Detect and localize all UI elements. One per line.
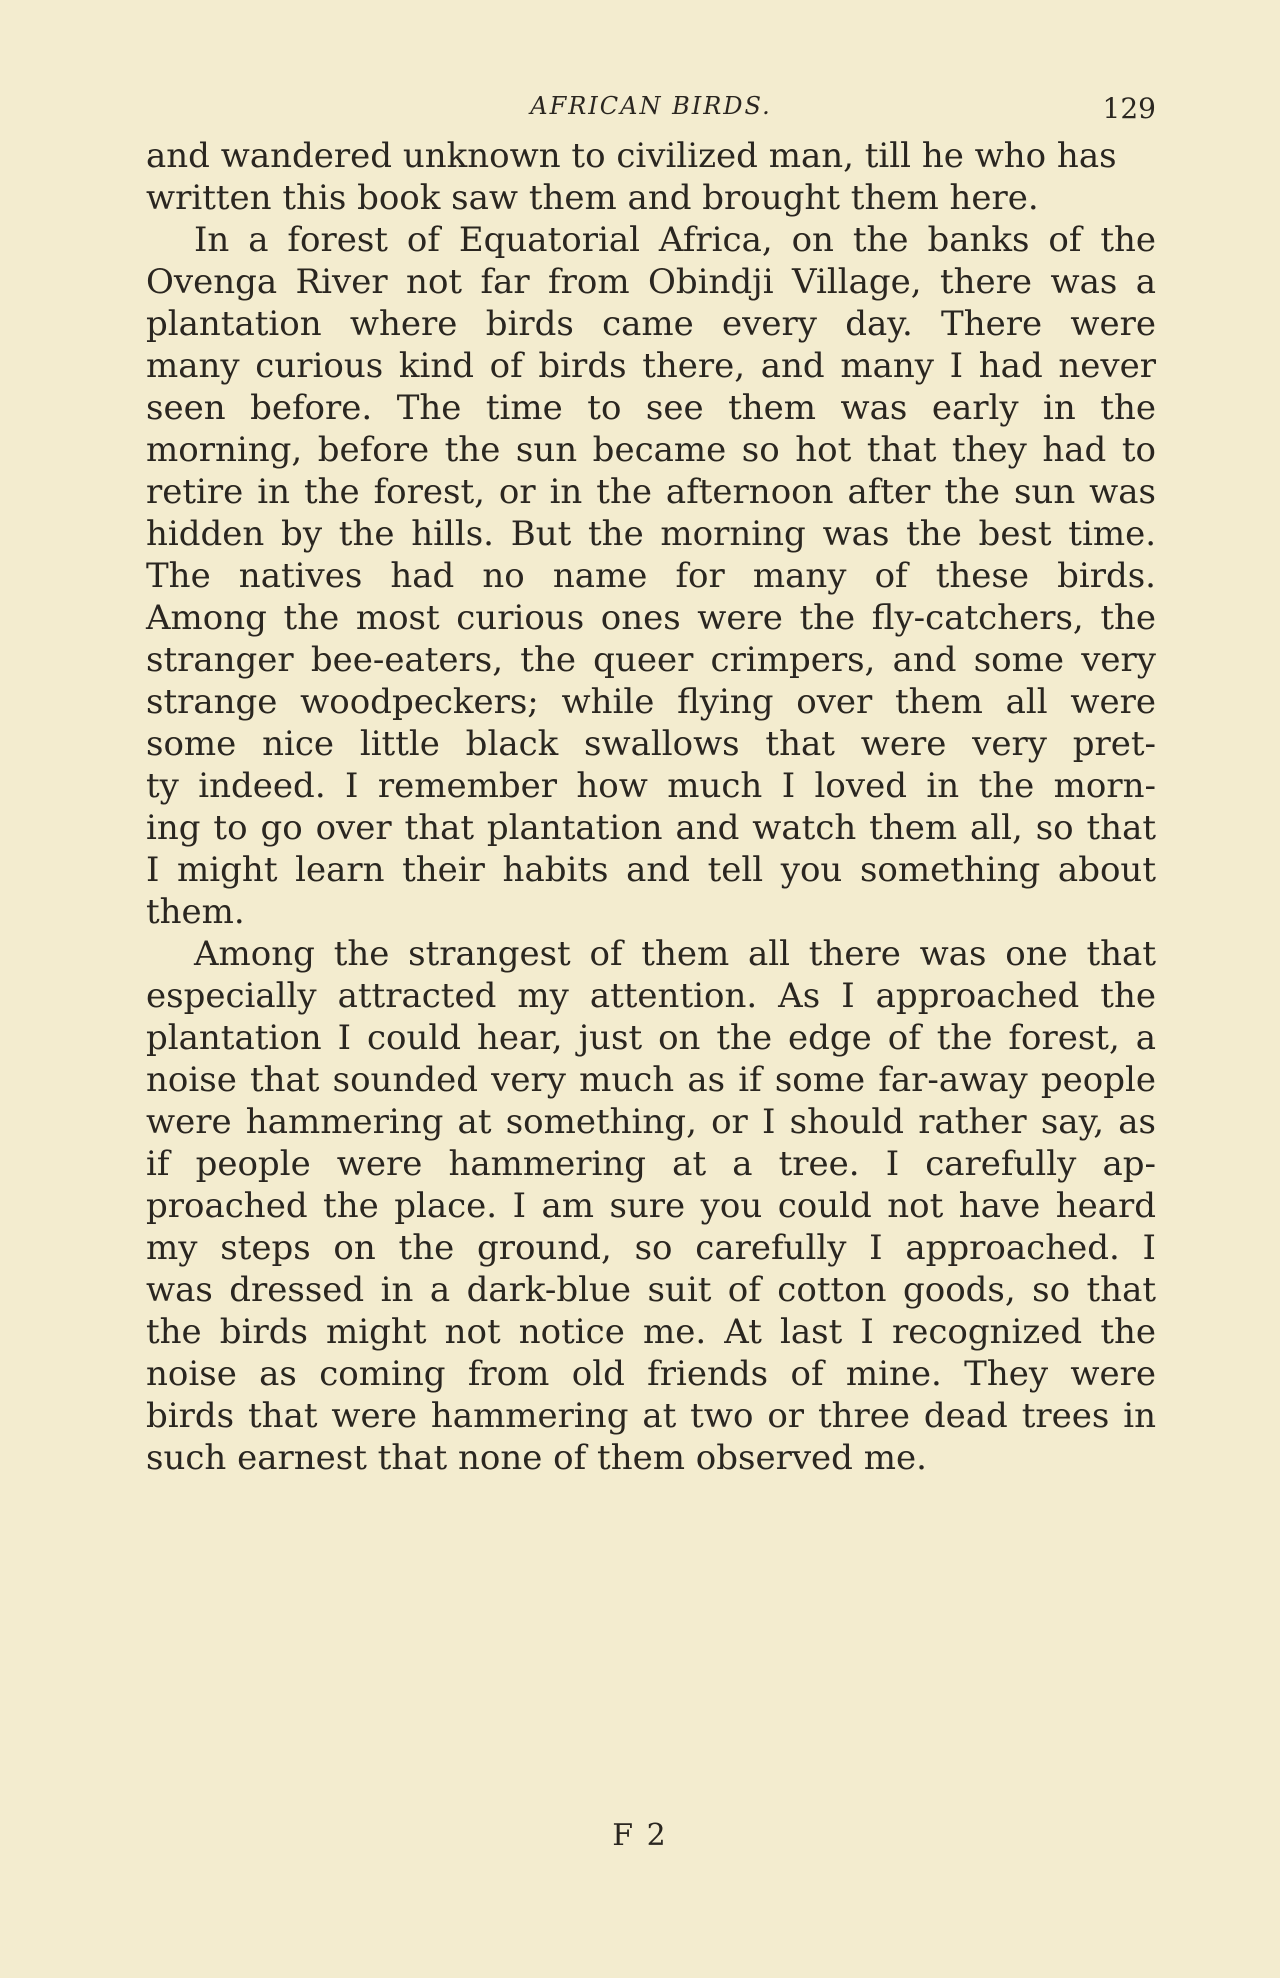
text-line-23: noise that sounded very much as if some far-away people <box>146 1060 1156 1100</box>
text-line-4: Ovenga River not far from Obindji Village, there was a <box>146 262 1156 302</box>
page-number: 129 <box>1102 92 1156 125</box>
text-line-13: stranger bee-eaters, the queer crimpers, and some very <box>146 640 1156 680</box>
text-line-15: some nice little black swallows that were very pret- <box>146 724 1156 764</box>
text-line-5: plantation where birds came every day. There were <box>146 304 1156 344</box>
text-line-29: the birds might not notice me. At last I recognized the <box>146 1312 1156 1352</box>
text-line-9: retire in the forest, or in the afternoon after the sun was <box>146 472 1156 512</box>
signature-mark: F 2 <box>612 1818 668 1853</box>
text-line-27: my steps on the ground, so carefully I approached. I <box>146 1228 1156 1268</box>
text-line-1: and wandered unknown to civilized man, till he who has <box>146 136 1117 176</box>
text-line-16: ty indeed. I remember how much I loved in the morn- <box>146 766 1156 806</box>
text-line-7: seen before. The time to see them was early in the <box>146 388 1156 428</box>
text-line-6: many curious kind of birds there, and many I had never <box>146 346 1156 386</box>
text-line-10: hidden by the hills. But the morning was the best time. <box>146 514 1156 554</box>
text-line-17: ing to go over that plantation and watch them all, so that <box>146 808 1156 848</box>
page-header <box>146 92 1156 132</box>
text-line-3: In a forest of Equatorial Africa, on the banks of the <box>194 220 1156 260</box>
text-line-18: I might learn their habits and tell you something about <box>146 850 1156 890</box>
text-line-22: plantation I could hear, just on the edge of the forest, a <box>146 1018 1156 1058</box>
text-line-20: Among the strangest of them all there was one that <box>194 934 1156 974</box>
text-line-28: was dressed in a dark-blue suit of cotton goods, so that <box>146 1270 1156 1310</box>
text-line-8: morning, before the sun became so hot that they had to <box>146 430 1156 470</box>
text-line-12: Among the most curious ones were the fly-catchers, the <box>146 598 1156 638</box>
text-line-2: written this book saw them and brought them here. <box>146 178 1039 218</box>
text-line-14: strange woodpeckers; while flying over them all were <box>146 682 1156 722</box>
running-title: AFRICAN BIRDS. <box>530 92 772 120</box>
text-line-31: birds that were hammering at two or three dead trees in <box>146 1396 1156 1436</box>
text-line-19: them. <box>146 892 245 932</box>
text-line-11: The natives had no name for many of these birds. <box>146 556 1156 596</box>
text-line-24: were hammering at something, or I should rather say, as <box>146 1102 1156 1142</box>
text-line-25: if people were hammering at a tree. I carefully ap- <box>146 1144 1156 1184</box>
text-line-30: noise as coming from old friends of mine. They were <box>146 1354 1156 1394</box>
text-line-26: proached the place. I am sure you could not have heard <box>146 1186 1156 1226</box>
text-line-32: such earnest that none of them observed me. <box>146 1438 927 1478</box>
text-line-21: especially attracted my attention. As I approached the <box>146 976 1156 1016</box>
